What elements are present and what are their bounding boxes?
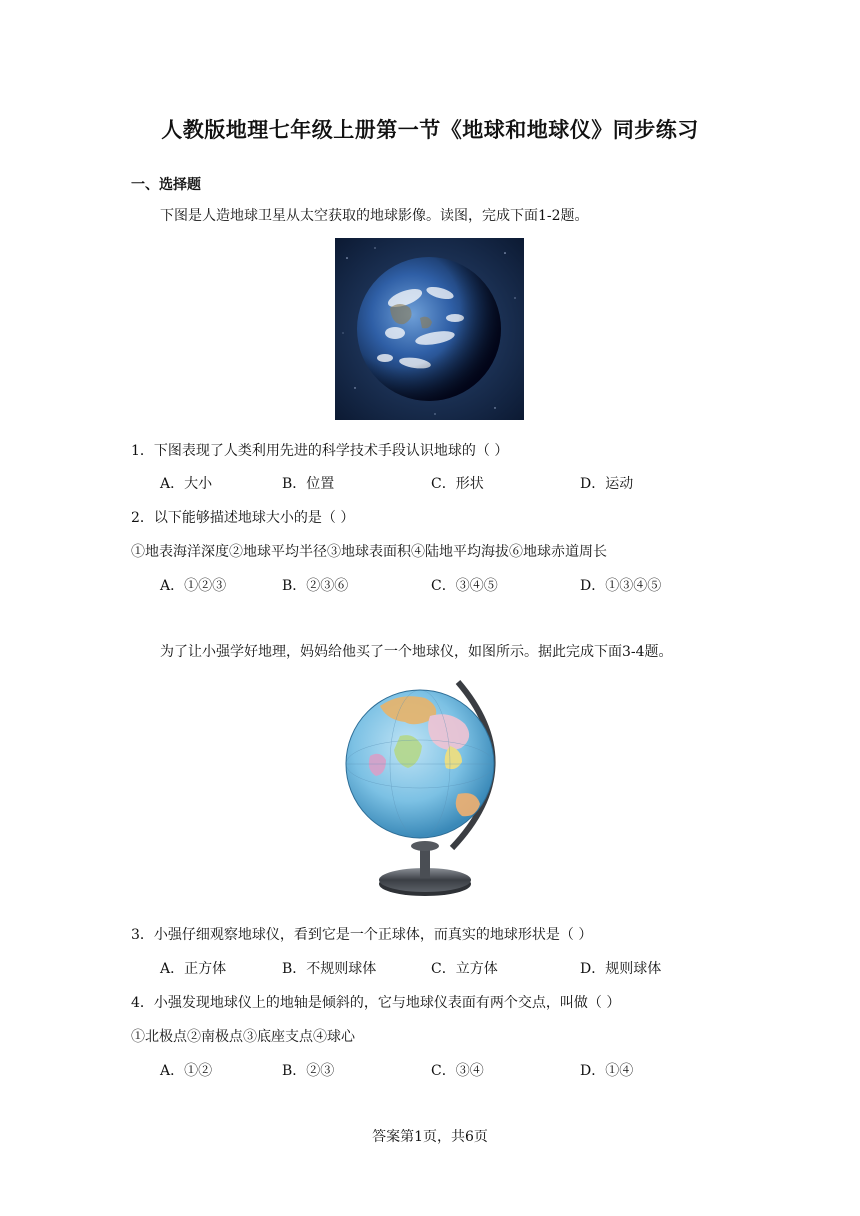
page-footer: 答案第1页，共6页 [372, 1129, 488, 1145]
question-4-option-b: B．②③ [282, 1063, 335, 1079]
question-2-option-a: A．①②③ [160, 578, 227, 594]
section-heading: 一、选择题 [131, 177, 201, 193]
question-4-option-a: A．①② [160, 1063, 213, 1079]
intro-text-2: 为了让小强学好地理，妈妈给他买了一个地球仪，如图所示。据此完成下面3-4题。 [160, 644, 673, 660]
question-2-option-c: C．③④⑤ [431, 578, 498, 594]
question-2-option-d: D．①③④⑤ [580, 578, 662, 594]
question-1-option-b: B．位置 [282, 476, 335, 492]
question-4-option-d: D．①④ [580, 1063, 634, 1079]
question-4-option-c: C．③④ [431, 1063, 484, 1079]
question-1-option-c: C．形状 [431, 476, 484, 492]
intro-text-1: 下图是人造地球卫星从太空获取的地球影像。读图，完成下面1-2题。 [160, 208, 589, 224]
question-1-option-d: D．运动 [580, 476, 634, 492]
question-4-sub-items: ①北极点②南极点③底座支点④球心 [131, 1029, 355, 1045]
question-1-stem: 1．下图表现了人类利用先进的科学技术手段认识地球的（ ） [131, 443, 509, 459]
question-3-stem: 3．小强仔细观察地球仪，看到它是一个正球体，而真实的地球形状是（ ） [131, 927, 593, 943]
question-2-option-b: B．②③⑥ [282, 578, 349, 594]
globe-image [340, 676, 516, 900]
question-3-option-a: A．正方体 [160, 961, 227, 977]
question-2-stem: 2．以下能够描述地球大小的是（ ） [131, 510, 355, 526]
question-1-option-a: A．大小 [160, 476, 213, 492]
question-4-stem: 4．小强发现地球仪上的地轴是倾斜的，它与地球仪表面有两个交点，叫做（ ） [131, 995, 621, 1011]
earth-satellite-image [335, 238, 524, 420]
page-title: 人教版地理七年级上册第一节《地球和地球仪》同步练习 [161, 118, 699, 142]
question-3-option-d: D．规则球体 [580, 961, 662, 977]
question-3-option-b: B．不规则球体 [282, 961, 377, 977]
question-3-option-c: C．立方体 [431, 961, 498, 977]
question-2-sub-items: ①地表海洋深度②地球平均半径③地球表面积④陆地平均海拔⑥地球赤道周长 [131, 544, 607, 560]
